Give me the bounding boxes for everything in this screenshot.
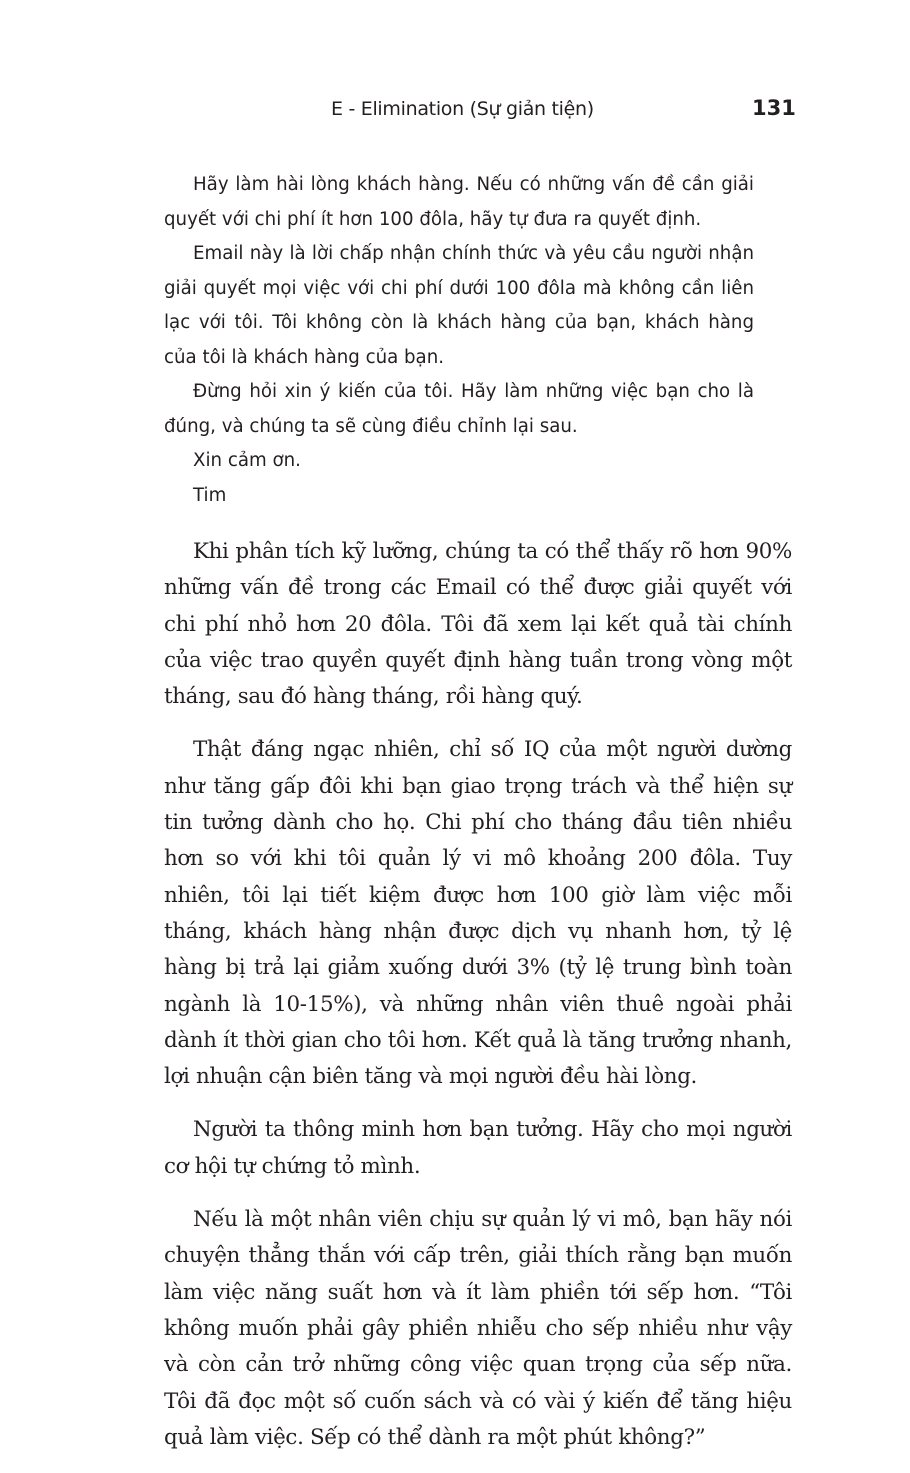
body-paragraph: Người ta thông minh hơn bạn tưởng. Hãy cho mọi người cơ hội tự chứng tỏ mình. <box>164 1117 792 1179</box>
email-paragraph: Hãy làm hài lòng khách hàng. Nếu có những vấn đề cần giải quyết với chi phí ít hơn 100 đôla, hãy tự đưa ra quyết định. <box>164 174 754 230</box>
email-paragraph: Đừng hỏi xin ý kiến của tôi. Hãy làm những việc bạn cho là đúng, và chúng ta sẽ cùng điều chỉnh lại sau. <box>164 381 754 437</box>
email-paragraph: Email này là lời chấp nhận chính thức và yêu cầu người nhận giải quyết mọi việc với chi phí dưới 100 đôla mà không cần liên lạc với tôi. Tôi không còn là khách hàng của bạn, khách hàng của tôi là khách hàng của bạn. <box>164 243 754 368</box>
body-paragraph: Nếu là một nhân viên chịu sự quản lý vi mô, bạn hãy nói chuyện thẳng thắn với cấp trên, giải thích rằng bạn muốn làm việc năng suất hơn và ít làm phiền tới sếp hơn. “Tôi không muốn phải gây phiền nhiễu cho sếp nhiều như vậy và còn cản trở những công việc quan trọng của sếp nữa. Tôi đã đọc một số cuốn sách và có vài ý kiến để tăng hiệu quả làm việc. Sếp có thể dành ra một phút không?” <box>164 1207 792 1450</box>
email-quote <box>164 168 754 513</box>
body-paragraph: Thật đáng ngạc nhiên, chỉ số IQ của một người dường như tăng gấp đôi khi bạn giao trọng trách và thể hiện sự tin tưởng dành cho họ. Chi phí cho tháng đầu tiên nhiều hơn so với khi tôi quản lý vi mô khoảng 200 đôla. Tuy nhiên, tôi lại tiết kiệm được hơn 100 giờ làm việc mỗi tháng, khách hàng nhận được dịch vụ nhanh hơn, tỷ lệ hàng bị trả lại giảm xuống dưới 3% (tỷ lệ trung bình toàn ngành là 10-15%), và những nhân viên thuê ngoài phải dành ít thời gian cho tôi hơn. Kết quả là tăng trưởng nhanh, lợi nhuận cận biên tăng và mọi người đều hài lòng. <box>164 737 792 1090</box>
body-text <box>164 534 792 1473</box>
body-paragraph: Khi phân tích kỹ lưỡng, chúng ta có thể thấy rõ hơn 90% những vấn đề trong các Email có thể được giải quyết với chi phí nhỏ hơn 20 đôla. Tôi đã xem lại kết quả tài chính của việc trao quyền quyết định hàng tuần trong vòng một tháng, sau đó hàng tháng, rồi hàng quý. <box>164 539 792 710</box>
email-signature: Tim <box>193 484 227 506</box>
email-closing: Xin cảm ơn. <box>193 450 301 471</box>
page-number: 131 <box>752 96 796 120</box>
running-title: E - Elimination (Sự giản tiện) <box>331 98 594 120</box>
page-header <box>0 92 910 132</box>
